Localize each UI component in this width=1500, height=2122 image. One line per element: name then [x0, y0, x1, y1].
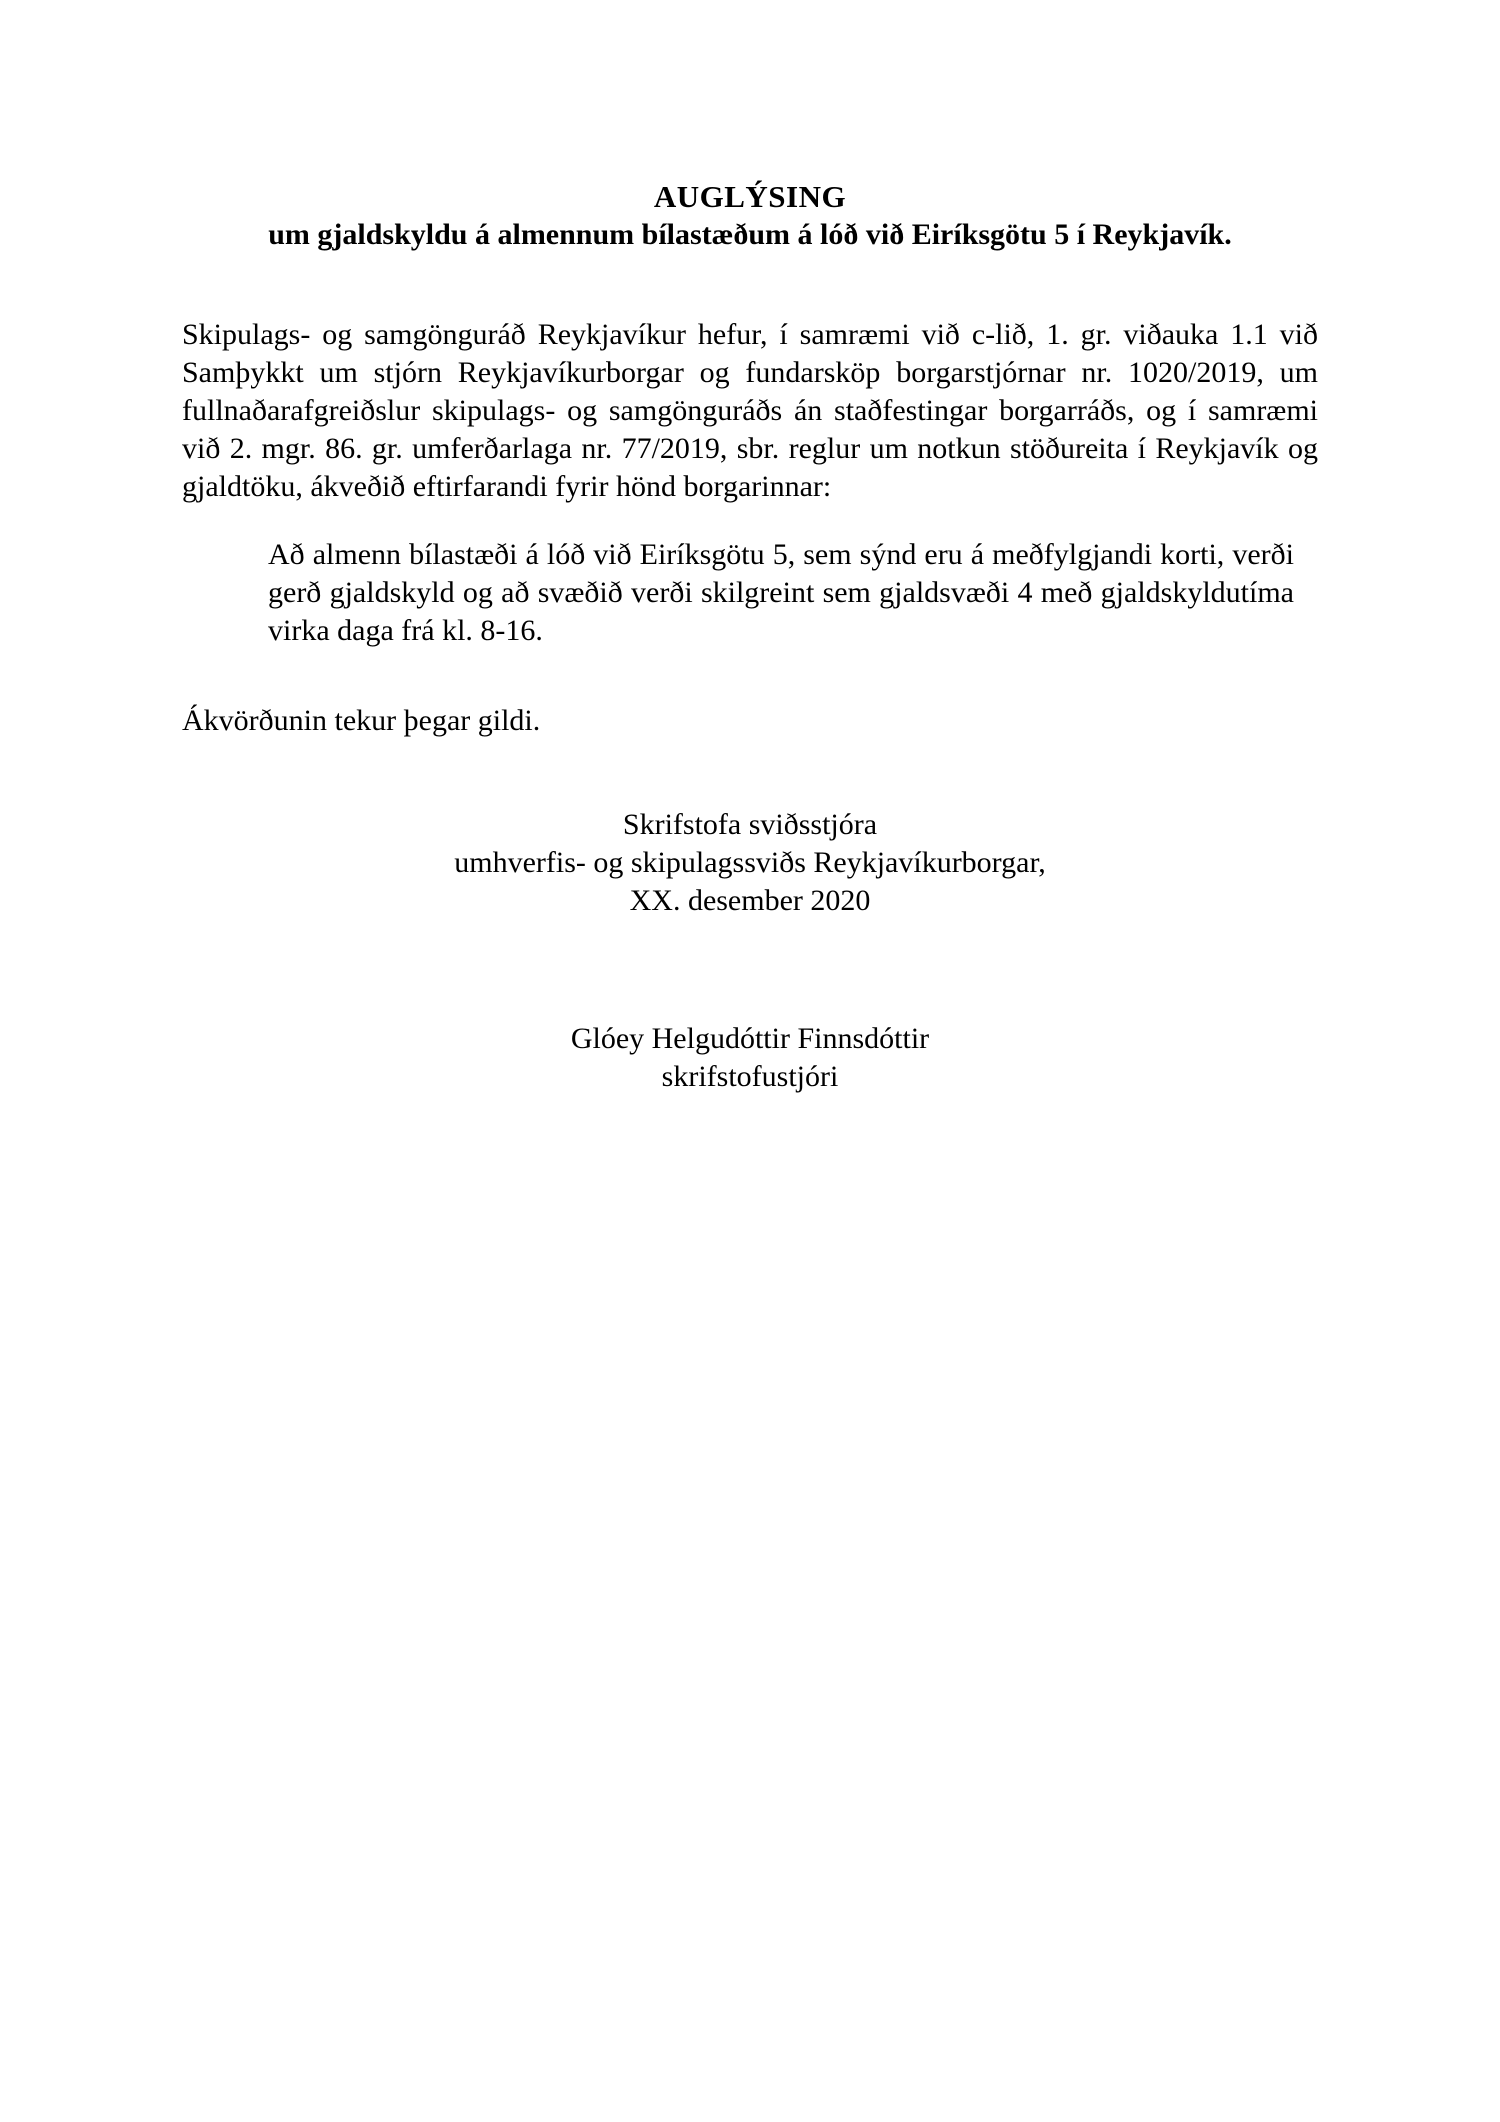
document-subtitle: um gjaldskyldu á almennum bílastæðum á lóð við Eiríksgötu 5 í Reykjavík. [268, 218, 1232, 251]
office-line-date: XX. desember 2020 [629, 884, 871, 917]
intro-paragraph: Skipulags- og samgönguráð Reykjavíkur hefur, í samræmi við c-lið, 1. gr. viðauka 1.1 við Samþykkt um stjórn Reykjavíkurborgar og fundarsköp borgarstjórnar nr. 1020/2019, um fullnaðarafgreiðslur skipulags- og samgönguráðs án staðfestingar borgarráðs, og í samræmi við 2. mgr. 86. gr. umferðarlaga nr. 77/2019, sbr. reglur um notkun stöðureita í Reykjavík og gjaldtöku, ákveðið eftirfarandi fyrir hönd borgarinnar: [182, 318, 1318, 503]
decision-paragraph: Að almenn bílastæði á lóð við Eiríksgötu 5, sem sýnd eru á meðfylgjandi korti, verði gerð gjaldskyld og að svæðið verði skilgreint sem gjaldsvæði 4 með gjaldskyldutíma virka daga frá kl. 8-16. [268, 538, 1294, 647]
office-block [182, 806, 1318, 920]
signatory-title: skrifstofustjóri [661, 1060, 839, 1093]
document-title: AUGLÝSING [653, 179, 847, 214]
effective-date-paragraph: Ákvörðunin tekur þegar gildi. [182, 704, 541, 737]
signatory-name: Glóey Helgudóttir Finnsdóttir [570, 1022, 930, 1055]
office-line-division: umhverfis- og skipulagssviðs Reykjavíkurborgar, [454, 846, 1046, 879]
office-line-department: Skrifstofa sviðsstjóra [622, 808, 878, 841]
signature-block [182, 1020, 1318, 1096]
